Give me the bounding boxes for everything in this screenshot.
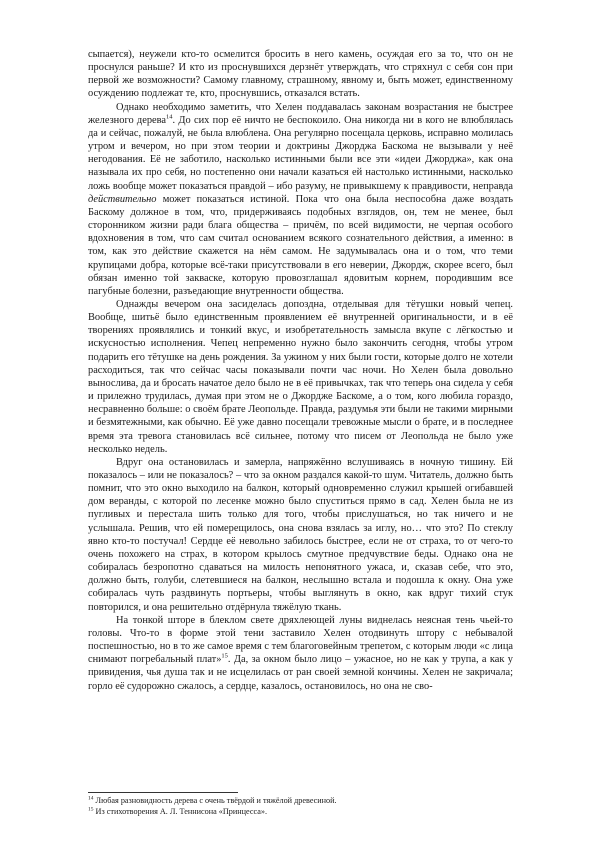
- paragraph-text: . До сих пор её ничто не беспокоило. Она никогда ни в кого не влюблялась да и сейчас, пожалуй, не была влюблена. Она регулярно посещала церковь, исправно молилась утром и вечером, но при этом теории и доктрины Джорджа Баскома не вызывали у неё негодования. Её не заботило, насколько истинными были все эти «идеи Джорджа», как она называла их про себя, но постепенно они начали казаться ей настолько истинными, насколько ложь вообще может показаться правдой – ибо разуму, не привыкшему к правдивости, неправда: [88, 114, 513, 192]
- footnote-number: 14: [88, 795, 94, 802]
- paragraph: [88, 101, 513, 298]
- paragraph: [88, 614, 513, 693]
- footnote-text: Любая разновидность дерева с очень твёрдой и тяжёлой древесиной.: [95, 796, 337, 805]
- paragraph: [88, 48, 513, 101]
- paragraph-text: . Да, за окном было лицо – ужасное, но не как у трупа, а как у привидения, чья душа так и не исцелилась от ран своей земной кончины. Хелен не закричала; горло её судорожно сжалось, а сердце, казалось, остановилось, но она не сво-: [88, 654, 513, 692]
- footnote-text: Из стихотворения А. Л. Теннисона «Принцесса».: [95, 806, 268, 816]
- footnotes: [88, 796, 513, 817]
- emphasis: действительно: [88, 193, 157, 205]
- paragraph: [88, 298, 513, 456]
- footnote-ref[interactable]: 14: [166, 113, 173, 121]
- footnote: [88, 796, 513, 807]
- paragraph-text: На тонкой шторе в блеклом свете дряхлеющей луны виднелась неясная тень чьей-то головы. Что-то в форме этой тени заставило Хелен отодвинуть штору с небывалой поспешностью, но в то же самое время с тем благоговейным трепетом, с которым люди «с лица снимают погребальный плат»: [88, 614, 513, 666]
- paragraph-text: Однажды вечером она засиделась допоздна, отделывая для тётушки новый чепец. Вообще, шитьё было единственным проявлением её внутренней оригинальности, и в её творениях проявлялись и тонкий вкус, и изобретательность замысла вкупе с лёгкостью и искусностью исполнения. Чепец непременно нужно было закончить сегодня, чтобы утром подарить его тётушке на день рождения. За ужином у них были гости, которые долго не хотели расходиться, так что сейчас часы показывали почти час ночи. Но Хелен была довольно вынослива, да и бросать начатое дело было не в её привычках, так что теперь она сидела у себя и прилежно трудилась, думая при этом не о Джордже Баскоме, а о том, кого любила гораздо, несравненно больше: о своём брате Леопольде. Правда, раздумья эти были не такими мирными и безмятежными, как обычно. Её уже давно посещали тревожные мысли о брате, и в последнее время эта тревога становилась всё сильнее, потому что писем от Леопольда не было уже несколько недель.: [88, 298, 513, 455]
- footnote-divider: [88, 792, 238, 793]
- paragraph-text: Однако необходимо заметить, что Хелен поддавалась законам возрастания не быстрее железного дерева: [88, 101, 513, 126]
- paragraph: [88, 456, 513, 614]
- footnote-number: 15: [88, 805, 94, 812]
- paragraph-text: сыпается), неужели кто-то осмелится бросить в него камень, осуждая его за то, что он не проснулся раньше? И кто из проснувшихся дерзнёт утверждать, что стряхнул с себя сон при первой же возможности? Самому главному, страшному, явному и, быть может, единственному осуждению подлежат те, кто, проснувшись, отказался встать.: [88, 49, 513, 100]
- footnote: [88, 807, 513, 818]
- page-body: [88, 48, 513, 693]
- footnote-ref[interactable]: 15: [221, 652, 228, 660]
- paragraph-text: может показаться истиной. Пока что она была неспособна даже воздать Баскому должное в том, что, придерживаясь подобных взглядов, он, тем не менее, был сторонником жизни ради блага общества – причём, по всей видимости, не черпая особого вдохновения в том, что сам считал основанием всякого сознательного действия, а именно: в том, как это действие скажется на нём самом. Не задумывалась она и о том, что теми крупицами добра, которые всё-таки присутствовали в его неверии, Джордж, скорее всего, был обязан именно той закваске, которую провозглашал ядовитым корнем, породившим все пагубные болезни, разъедающие внутренности общества.: [88, 193, 513, 297]
- paragraph-text: Вдруг она остановилась и замерла, напряжённо вслушиваясь в ночную тишину. Ей показалось – или не показалось? – что за окном раздался какой-то шум. Читатель, должно быть помнит, что это окно выходило на балкон, который одновременно служил крышей огибавшей дом веранды, с которой по лесенке можно было спуститься прямо в сад. Хелен была не из пугливых и перестала шить только для того, чтобы прислушаться, но так ничего и не услышала. Решив, что ей померещилось, она снова взялась за иглу, но… что это? По стеклу явно кто-то постучал! Сердце её невольно забилось быстрее, если не от страха, то от чего-то очень похожего на страх, в котором крылось смутное предчувствие беды. Однако она не собиралась безропотно сдаваться на милость непонятного ужаса, и, сказав себе, что это, должно быть, голуби, слетевшиеся на балкон, неслышно встала и подошла к окну. Она уже собиралась чуть раздвинуть портьеры, чтобы выглянуть в окно, как вдруг тихий стук повторился, и она решительно отдёрнула тяжёлую ткань.: [88, 456, 513, 613]
